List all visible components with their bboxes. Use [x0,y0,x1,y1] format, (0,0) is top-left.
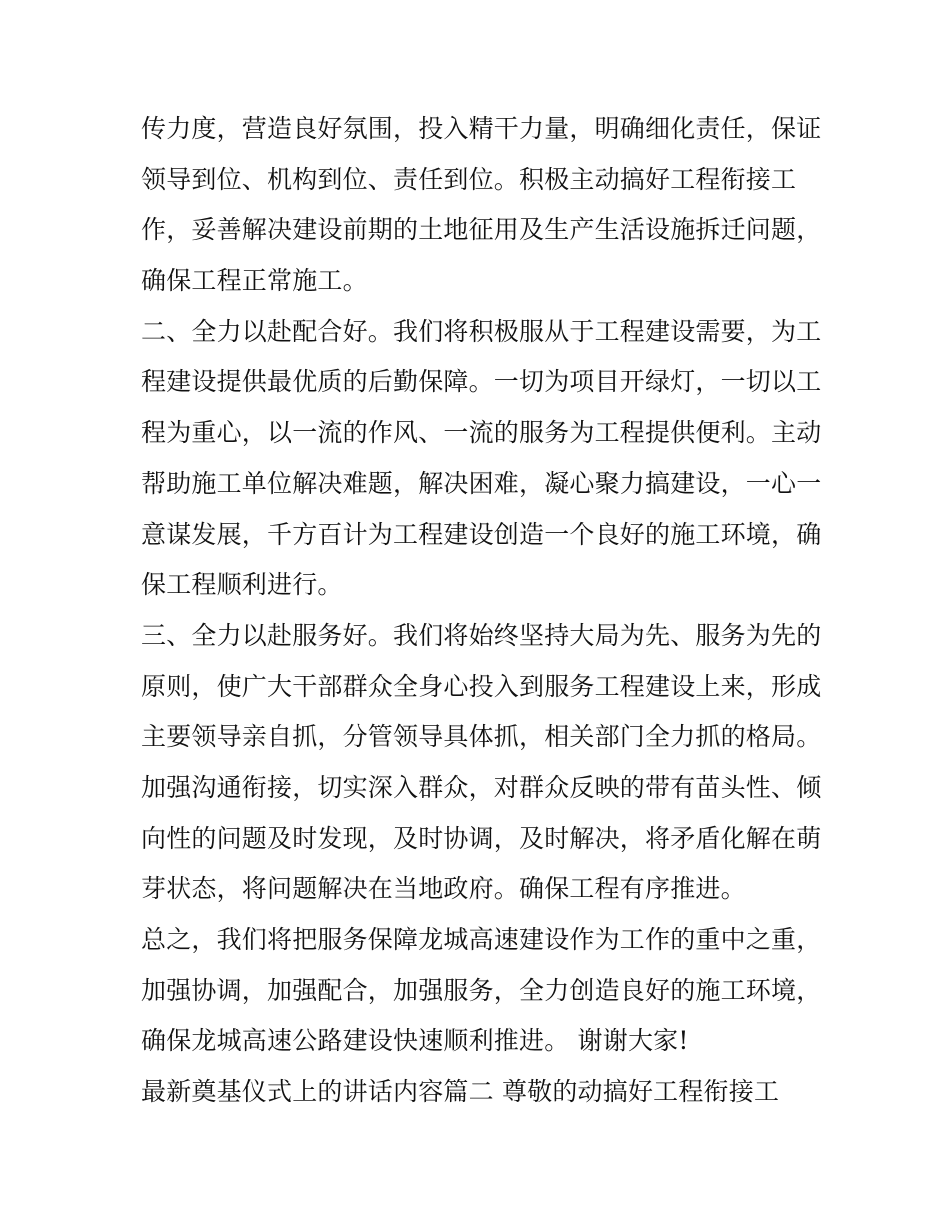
text-line: 程为重心，以一流的作风、一流的服务为工程提供便利。主动 [141,418,822,448]
text-line: 传力度，营造良好氛围，投入精干力量，明确细化责任，保证 [141,114,822,143]
text-line: 帮助施工单位解决难题，解决困难，凝心聚力搞建设，一心一 [141,468,822,498]
text-line: 确保工程正常施工。 [141,266,368,296]
text-line: 领导到位、机构到位、责任到位。积极主动搞好工程衔接工 [141,164,797,194]
text-line: 三、全力以赴服务好。我们将始终坚持大局为先、服务为先的 [141,620,822,650]
text-line: 作，妥善解决建设前期的土地征用及生产生活设施拆迁问题， [141,215,822,245]
text-line: 保工程顺利进行。 [141,570,343,600]
text-line: 加强沟通衔接，切实深入群众，对群众反映的带有苗头性、倾 [141,772,822,802]
text-line: 总之，我们将把服务保障龙城高速建设作为工作的重中之重， [141,925,822,954]
text-line: 最新奠基仪式上的讲话内容篇二 尊敬的动搞好工程衔接工 [141,1077,780,1107]
text-line: 加强协调，加强配合，加强服务，全力创造良好的施工环境， [141,975,822,1005]
text-line: 意谋发展，千方百计为工程建设创造一个良好的施工环境，确 [141,519,822,549]
text-line: 原则，使广大干部群众全身心投入到服务工程建设上来，形成 [141,671,822,701]
text-line: 向性的问题及时发现，及时协调，及时解决，将矛盾化解在萌 [141,823,822,853]
text-line: 主要领导亲自抓，分管领导具体抓，相关部门全力抓的格局。 [141,722,822,752]
text-line: 程建设提供最优质的后勤保障。一切为项目开绿灯，一切以工 [141,367,822,397]
body-text [141,104,821,1118]
text-line: 确保龙城高速公路建设快速顺利推进。 谢谢大家! [141,1026,689,1056]
text-line: 芽状态，将问题解决在当地政府。确保工程有序推进。 [141,874,746,904]
text-line: 二、全力以赴配合好。我们将积极服从于工程建设需要，为工 [141,316,822,346]
